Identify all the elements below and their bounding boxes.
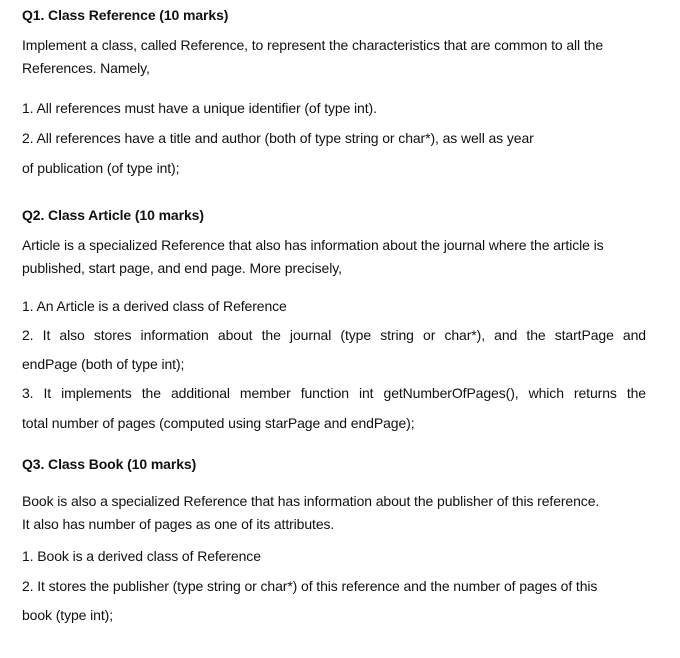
q2-item-2-line-2: endPage (both of type int);: [22, 356, 185, 372]
q2-intro-line-1: Article is a specialized Reference that also has information about the journal where the article is: [22, 237, 604, 253]
q1-item-2-line-1: 2. All references have a title and author (both of type string or char*), as well as year: [22, 130, 534, 146]
q2-intro-line-2: published, start page, and end page. More precisely,: [22, 260, 342, 276]
q3-item-2-line-1: 2. It stores the publisher (type string or char*) of this reference and the number of pages of this: [22, 578, 598, 594]
q2-item-3-line-1: 3. It implements the additional member function int getNumberOfPages(), which returns the: [22, 385, 646, 401]
q2-item-3-line-2: total number of pages (computed using starPage and endPage);: [22, 415, 415, 431]
q3-intro-line-2: It also has number of pages as one of its attributes.: [22, 516, 335, 532]
q1-heading: Q1. Class Reference (10 marks): [22, 7, 229, 23]
q2-item-1: 1. An Article is a derived class of Reference: [22, 298, 287, 314]
q3-item-2-line-2: book (type int);: [22, 607, 113, 623]
q2-item-2-line-1: 2. It also stores information about the journal (type string or char*), and the startPage and: [22, 327, 646, 343]
q1-intro-line-1: Implement a class, called Reference, to represent the characteristics that are common to all the: [22, 37, 604, 53]
q1-item-2-line-2: of publication (of type int);: [22, 160, 180, 176]
q1-intro-line-2: References. Namely,: [22, 60, 150, 76]
q3-item-1: 1. Book is a derived class of Reference: [22, 548, 261, 564]
q1-item-1: 1. All references must have a unique identifier (of type int).: [22, 100, 377, 116]
q2-heading: Q2. Class Article (10 marks): [22, 207, 204, 223]
q3-heading: Q3. Class Book (10 marks): [22, 456, 197, 472]
q3-intro-line-1: Book is also a specialized Reference that has information about the publisher of this reference.: [22, 493, 600, 509]
